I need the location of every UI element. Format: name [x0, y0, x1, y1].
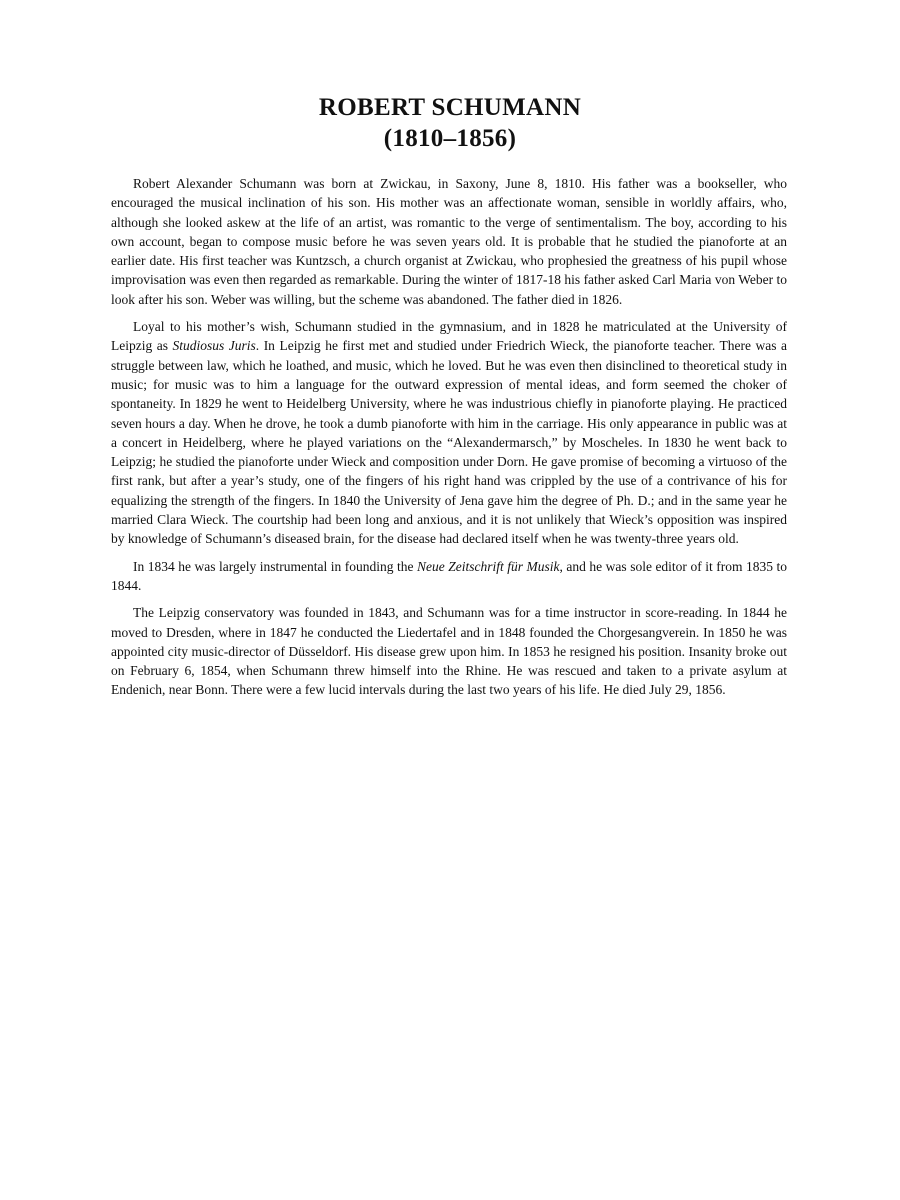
- paragraph-3-text-a: In 1834 he was largely instrumental in founding the: [133, 558, 418, 574]
- paragraph-4-text: The Leipzig conservatory was founded in 1843, and Schumann was for a time instructor in score-reading. In 1844 he moved to Dresden, where in 1847 he conducted the Liedertafel and in 1848 founded the Chorgesangverein. In 1850 he was appointed city music-director of Düsseldorf. His disease grew upon him. In 1853 he resigned his position. Insanity broke out on February 6, 1854, when Schumann threw himself into the Rhine. He was rescued and taken to a private asylum at Endenich, near Bonn. There were a few lucid intervals during the last two years of his life. He died July 29, 1856.: [111, 605, 787, 698]
- paragraph-2: [111, 317, 787, 549]
- paragraph-2-text-a: Loyal to his mother’s wish, Schumann studied in the gymnasium, and in 1828 he matriculated at the University of Leipzig as: [111, 319, 787, 354]
- paragraph-4: [111, 603, 787, 699]
- paragraph-2-italic-term: Studiosus Juris: [172, 338, 256, 354]
- title-dates: (1810–1856): [383, 125, 517, 152]
- paragraph-3: [111, 557, 787, 596]
- biography-body: [111, 174, 787, 708]
- title-name: ROBERT SCHUMANN: [318, 94, 582, 121]
- paragraph-3-italic-title: Neue Zeitschrift für Musik: [417, 558, 560, 574]
- page-title: [0, 92, 900, 154]
- paragraph-1-text: Robert Alexander Schumann was born at Zwickau, in Saxony, June 8, 1810. His father was a bookseller, who encouraged the musical inclination of his son. His mother was an affectionate woman, sensible in worldly affairs, who, although she looked askew at the life of an artist, was romantic to the verge of sentimentalism. The boy, according to his own account, began to compose music before he was seven years old. It is probable that he studied the pianoforte at an earlier date. His first teacher was Kuntzsch, a church organist at Zwickau, who prophesied the greatness of his pupil whose improvisation was even then regarded as remarkable. During the winter of 1817-18 his father asked Carl Maria von Weber to look after his son. Weber was willing, but the scheme was abandoned. The father died in 1826.: [111, 176, 787, 307]
- paragraph-3-text-b: , and he was sole editor of it from 1835 to 1844.: [111, 558, 787, 593]
- paragraph-1: [111, 174, 787, 309]
- paragraph-2-text-b: . In Leipzig he first met and studied under Friedrich Wieck, the pianoforte teacher. There was a struggle between law, which he loathed, and music, which he loved. But he was even then disinclined to theoretical study in music; for music was to him a language for the outward expression of mental ideas, and form seemed the choker of spontaneity. In 1829 he went to Heidelberg University, where he was industrious chiefly in pianoforte playing. He practiced seven hours a day. When he drove, he took a dumb pianoforte with him in the carriage. His only appearance in public was at a concert in Heidelberg, where he played variations on the “Alexandermarsch,” by Moscheles. In 1830 he went back to Leipzig; he studied the pianoforte under Wieck and composition under Dorn. He gave promise of becoming a virtuoso of the first rank, but after a year’s study, one of the fingers of his right hand was crippled by the use of a contrivance of his for equalizing the strength of the fingers. In 1840 the University of Jena gave him the degree of Ph. D.; and in the same year he married Clara Wieck. The courtship had been long and anxious, and it is not unlikely that Wieck’s opposition was inspired by knowledge of Schumann’s diseased brain, for the disease had declared itself when he was twenty-three years old.: [111, 338, 787, 547]
